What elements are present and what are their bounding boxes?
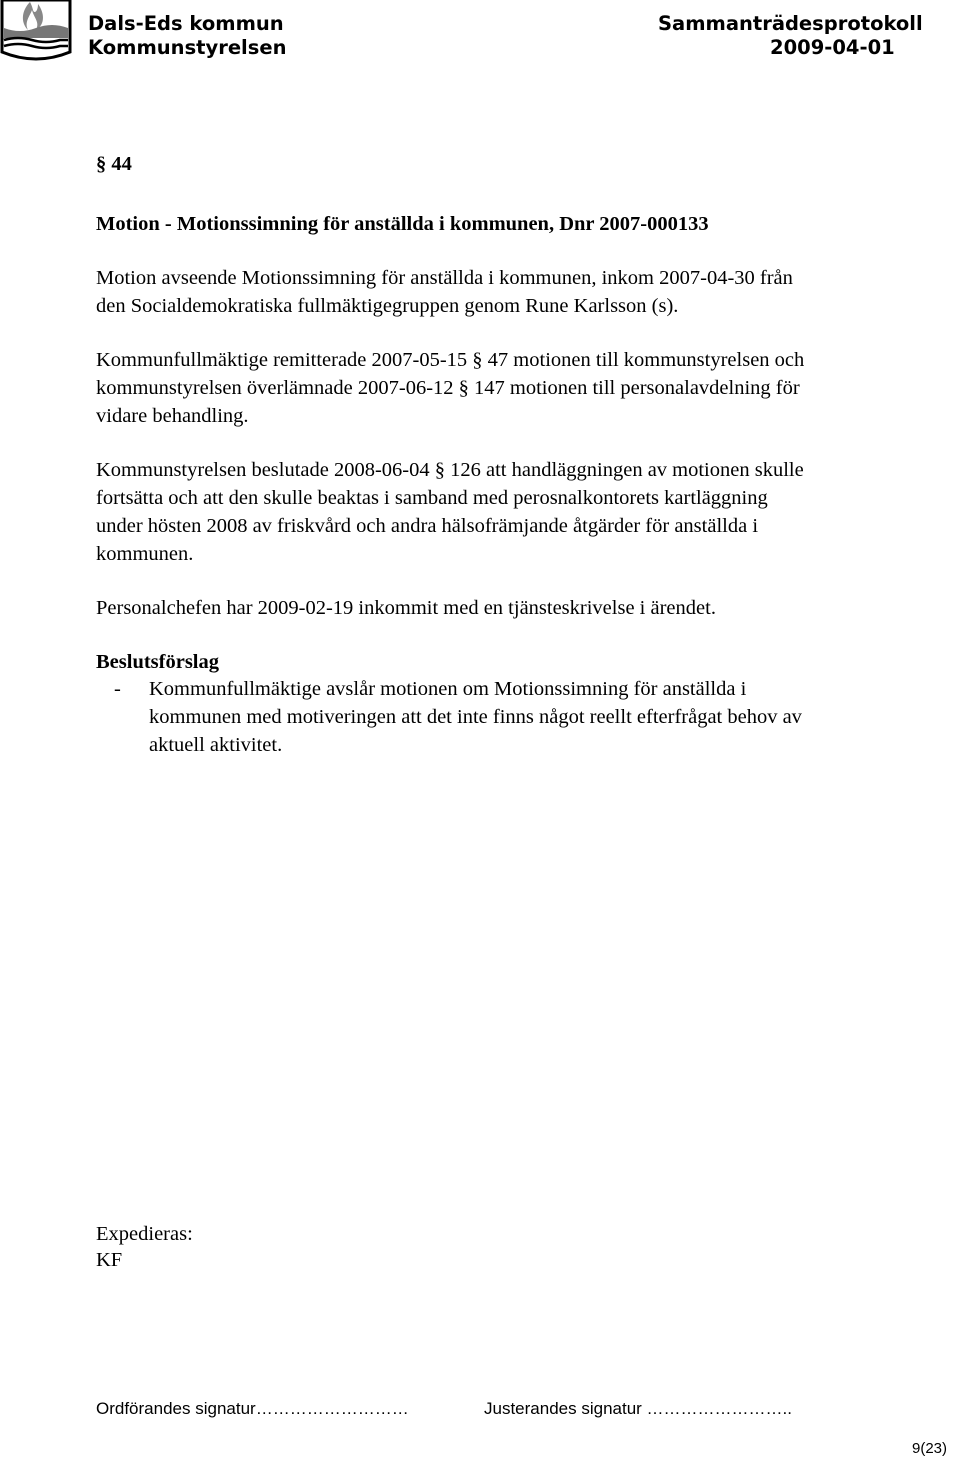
section-title: Motion - Motionssimning för anställda i kommunen, Dnr 2007-000133	[96, 213, 709, 235]
paragraph-4-line: Personalchefen har 2009-02-19 inkommit med en tjänsteskrivelse i ärendet.	[96, 597, 716, 619]
paragraph-1-line: den Socialdemokratiska fullmäktigegruppen genom Rune Karlsson (s).	[96, 295, 679, 317]
proposal-line: Kommunfullmäktige avslår motionen om Motionssimning för anställda i	[149, 678, 747, 700]
section-number: § 44	[96, 153, 132, 175]
paragraph-3-line: Kommunstyrelsen beslutade 2008-06-04 § 126 att handläggningen av motionen skulle	[96, 459, 804, 481]
dispatch-recipient: KF	[96, 1249, 123, 1271]
paragraph-2-line: Kommunfullmäktige remitterade 2007-05-15 § 47 motionen till kommunstyrelsen och	[96, 349, 805, 371]
paragraph-2-line: kommunstyrelsen överlämnade 2007-06-12 § 147 motionen till personalavdelning för	[96, 377, 800, 399]
proposal-bullet: -	[114, 678, 121, 700]
doc-type: Sammanträdesprotokoll	[658, 12, 923, 35]
dispatch-label: Expedieras:	[96, 1223, 193, 1245]
dals-ed-flame-water-logo-icon	[0, 0, 72, 64]
proposal-line: aktuell aktivitet.	[149, 734, 283, 756]
paragraph-3-line: fortsätta och att den skulle beaktas i samband med perosnalkontorets kartläggning	[96, 487, 768, 509]
paragraph-3-line: under hösten 2008 av friskvård och andra hälsofrämjande åtgärder för anställda i	[96, 515, 759, 537]
doc-date: 2009-04-01	[770, 36, 895, 59]
paragraph-1-line: Motion avseende Motionssimning för anställda i kommunen, inkom 2007-04-30 från	[96, 267, 793, 289]
chair-signature-line: Ordförandes signatur………………………	[96, 1399, 409, 1418]
paragraph-2-line: vidare behandling.	[96, 405, 249, 427]
paragraph-3-line: kommunen.	[96, 543, 194, 565]
org-unit: Kommunstyrelsen	[88, 36, 287, 59]
proposal-line: kommunen med motiveringen att det inte finns något reellt efterfrågat behov av	[149, 706, 802, 728]
org-name: Dals-Eds kommun	[88, 12, 284, 35]
adjuster-signature-line: Justerandes signatur ……………………..	[484, 1399, 792, 1418]
proposal-heading: Beslutsförslag	[96, 651, 219, 673]
page-number: 9(23)	[912, 1440, 948, 1457]
